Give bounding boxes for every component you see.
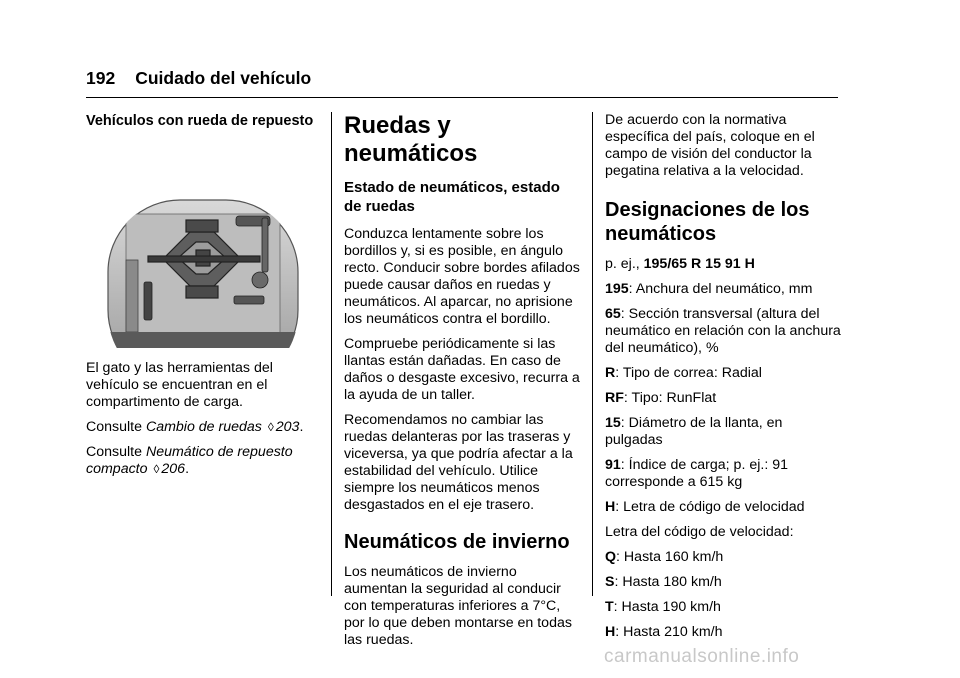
link-wheel-change[interactable]: Cambio de ruedas (145, 419, 262, 435)
ref-page[interactable]: 203 (275, 419, 300, 435)
tire-designations-heading: Designaciones de los neumáticos (605, 199, 810, 245)
watermark: carmanualsonline.info (604, 646, 800, 667)
header-rule (86, 97, 838, 98)
ref-prefix: Consulte (86, 419, 142, 435)
column-divider-left (331, 112, 332, 596)
designation-text: : Letra de código de velocidad (615, 499, 805, 515)
jack-tools-illustration (86, 148, 322, 348)
example-prefix: p. ej., (605, 256, 640, 272)
designation-item (605, 390, 841, 407)
ref-suffix: . (299, 419, 304, 435)
wheels-tires-heading: Ruedas y neumáticos (344, 112, 478, 167)
speed-key: Q (605, 549, 617, 565)
speed-intro: Letra del código de velocidad: (605, 524, 794, 540)
designation-text: : Sección transversal (altura del neumático en relación con la anchura del neumático), % (605, 306, 841, 356)
designation-key: R (605, 365, 616, 381)
ref-wheel-change (86, 419, 322, 436)
link-compact-spare[interactable]: Neumático de repuesto compacto (86, 444, 293, 477)
ref-compact-spare (86, 444, 322, 478)
winter-tires-heading: Neumáticos de invierno (344, 531, 570, 553)
example-value: 195/65 R 15 91 H (643, 256, 755, 272)
page-number: 192 (86, 68, 116, 88)
designation-text: : Anchura del neumático, mm (628, 281, 813, 297)
designation-item (605, 415, 841, 449)
designation-key: RF (605, 390, 624, 406)
designation-key: 65 (605, 306, 621, 322)
designation-item (605, 365, 841, 382)
page-ref-icon: ◊ (153, 462, 160, 476)
curb-text: Conduzca lentamente sobre los bordillos y, si es posible, en ángulo recto. Conducir sobre bordes afilados puede causar daños en ruedas y neumáticos. Al aparcar, no aprisione los neumáticos contra el bordillo. (344, 226, 580, 327)
speed-item (605, 549, 841, 566)
designation-key: H (605, 499, 616, 515)
speed-key: H (605, 624, 616, 640)
jack-location-text: El gato y las herramientas del vehículo se encuentran en el compartimento de carga. (86, 360, 273, 410)
rotation-text: Recomendamos no cambiar las ruedas delanteras por las traseras y viceversa, ya que podría afectar a la estabilidad del vehículo. Utilice siempre los neumáticos menos desgastados en el eje trasero. (344, 412, 573, 513)
speed-key: S (605, 574, 615, 590)
speed-key: T (605, 599, 614, 615)
designation-key: 15 (605, 415, 621, 431)
tire-condition-heading: Estado de neumáticos, estado de ruedas (344, 179, 560, 215)
speed-text: : Hasta 190 km/h (613, 599, 721, 615)
designation-item (605, 457, 841, 491)
designation-text: : Tipo de correa: Radial (615, 365, 762, 381)
designation-item (605, 499, 841, 516)
designation-text: : Tipo: RunFlat (623, 390, 717, 406)
ref-prefix: Consulte (86, 444, 142, 460)
designation-key: 195 (605, 281, 629, 297)
jack-tools-image (86, 148, 322, 348)
column-3 (605, 112, 841, 649)
speed-sticker-text: De acuerdo con la normativa específica del país, coloque en el campo de visión del conductor la pegatina relativa a la velocidad. (605, 112, 815, 179)
speed-text: : Hasta 180 km/h (614, 574, 722, 590)
chapter-title: Cuidado del vehículo (135, 68, 312, 88)
speed-text: : Hasta 210 km/h (615, 624, 723, 640)
designation-key: 91 (605, 457, 621, 473)
spare-wheel-heading: Vehículos con rueda de repuesto (86, 113, 314, 129)
speed-text: : Hasta 160 km/h (616, 549, 724, 565)
designation-item (605, 306, 841, 357)
page-ref-icon: ◊ (267, 420, 274, 434)
designation-text: : Índice de carga; p. ej.: 91 corresponde a 615 kg (605, 457, 788, 490)
designation-text: : Diámetro de la llanta, en pulgadas (605, 415, 783, 448)
winter-tires-text: Los neumáticos de invierno aumentan la seguridad al conducir con temperaturas inferiores a 7°C, por lo que deben montarse en todas las ruedas. (344, 564, 572, 648)
speed-item (605, 574, 841, 591)
column-divider-right (592, 112, 593, 596)
speed-item (605, 624, 841, 641)
page-header (86, 68, 311, 89)
inspection-text: Compruebe periódicamente si las llantas están dañadas. En caso de daños o desgaste excesivo, recurra a la ayuda de un taller. (344, 336, 580, 403)
column-2 (344, 112, 580, 657)
speed-item (605, 599, 841, 616)
designation-item (605, 281, 841, 298)
column-1 (86, 112, 322, 486)
ref-page[interactable]: 206 (161, 461, 186, 477)
ref-suffix: . (185, 461, 190, 477)
designation-example (605, 256, 841, 273)
